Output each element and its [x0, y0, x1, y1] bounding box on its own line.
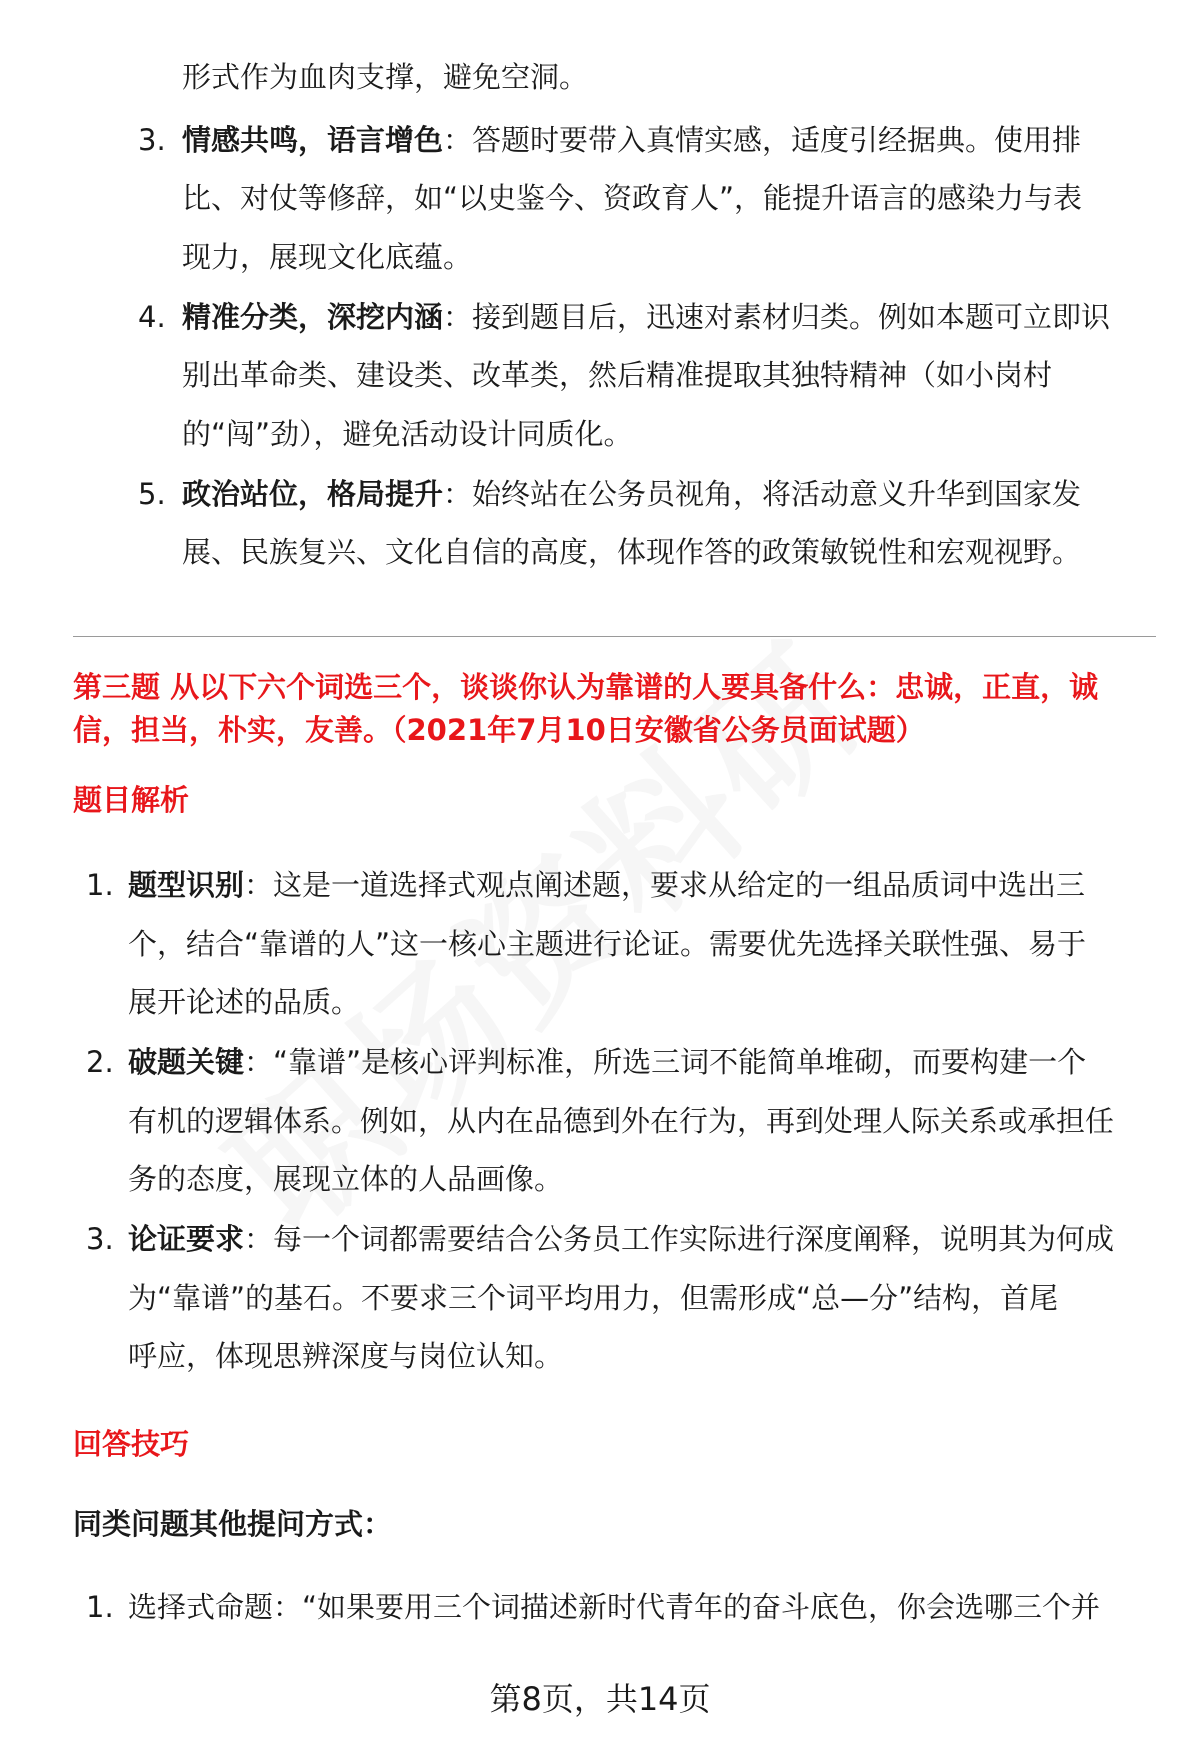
list-item-line: 的“闯”劲），避免活动设计同质化。	[182, 417, 633, 451]
list-item-continuation: 形式作为血肉支撑，避免空洞。	[182, 60, 589, 94]
tips-heading: 回答技巧	[73, 1427, 190, 1461]
tips-subheading: 同类问题其他提问方式：	[73, 1507, 393, 1541]
list-item-line: 比、对仗等修辞，如“以史鉴今、资政育人”，能提升语言的感染力与表	[182, 181, 1083, 215]
list-item-title: 论证要求	[128, 1222, 245, 1256]
list-item-text: ：接到题目后，迅速对素材归类。例如本题可立即识	[443, 300, 1111, 334]
list-item-text: ：这是一道选择式观点阐述题，要求从给定的一组品质词中选出三	[244, 868, 1086, 902]
list-item-title: 精准分类，深挖内涵	[182, 300, 444, 334]
list-item-text: ：答题时要带入真情实感，适度引经据典。使用排	[443, 123, 1082, 157]
list-item	[128, 1045, 1086, 1079]
list-number: 5.	[138, 477, 166, 511]
list-item-title: 情感共鸣，语言增色	[182, 123, 444, 157]
section-divider	[73, 636, 1156, 637]
list-item	[128, 1222, 1114, 1256]
list-item-line: 个，结合“靠谱的人”这一核心主题进行论证。需要优先选择关联性强、易于	[128, 927, 1087, 961]
question-title-line-1: 第三题 从以下六个词选三个，谈谈你认为靠谱的人要具备什么：忠诚，正直，诚	[73, 670, 1099, 704]
page-footer: 第8页，共14页	[489, 1680, 711, 1718]
list-item	[182, 300, 1110, 334]
list-item-title: 题型识别	[128, 868, 245, 902]
list-item-line: 务的态度，展现立体的人品画像。	[128, 1162, 564, 1196]
list-item-text: ：每一个词都需要结合公务员工作实际进行深度阐释，说明其为何成	[244, 1222, 1115, 1256]
list-number: 3.	[138, 123, 166, 157]
list-item-line: 现力，展现文化底蕴。	[182, 240, 473, 274]
list-item	[182, 123, 1081, 157]
list-item-line: 呼应，体现思辨深度与岗位认知。	[128, 1339, 564, 1373]
list-item-title: 政治站位，格局提升	[182, 477, 444, 511]
list-item-line: 有机的逻辑体系。例如，从内在品德到外在行为，再到处理人际关系或承担任	[128, 1104, 1115, 1138]
list-number: 3.	[86, 1222, 114, 1256]
analysis-heading: 题目解析	[73, 783, 190, 817]
list-item	[128, 868, 1085, 902]
list-item-line: 为“靠谱”的基石。不要求三个词平均用力，但需形成“总—分”结构，首尾	[128, 1281, 1059, 1315]
list-number: 2.	[86, 1045, 114, 1079]
list-item-title: 破题关键	[128, 1045, 245, 1079]
list-item-text: ：“靠谱”是核心评判标准，所选三词不能简单堆砌，而要构建一个	[244, 1045, 1087, 1079]
list-item: 选择式命题：“如果要用三个词描述新时代青年的奋斗底色，你会选哪三个并	[128, 1590, 1101, 1624]
list-item	[182, 477, 1081, 511]
list-number: 1.	[86, 868, 114, 902]
question-title-line-2: 信，担当，朴实，友善。（2021年7月10日安徽省公务员面试题）	[73, 713, 925, 747]
list-item-line: 展、民族复兴、文化自信的高度，体现作答的政策敏锐性和宏观视野。	[182, 535, 1082, 569]
list-item-line: 别出革命类、建设类、改革类，然后精准提取其独特精神（如小岗村	[182, 358, 1053, 392]
list-item-line: 展开论述的品质。	[128, 985, 361, 1019]
list-number: 1.	[86, 1590, 114, 1624]
list-number: 4.	[138, 300, 166, 334]
list-item-text: ：始终站在公务员视角，将活动意义升华到国家发	[443, 477, 1082, 511]
